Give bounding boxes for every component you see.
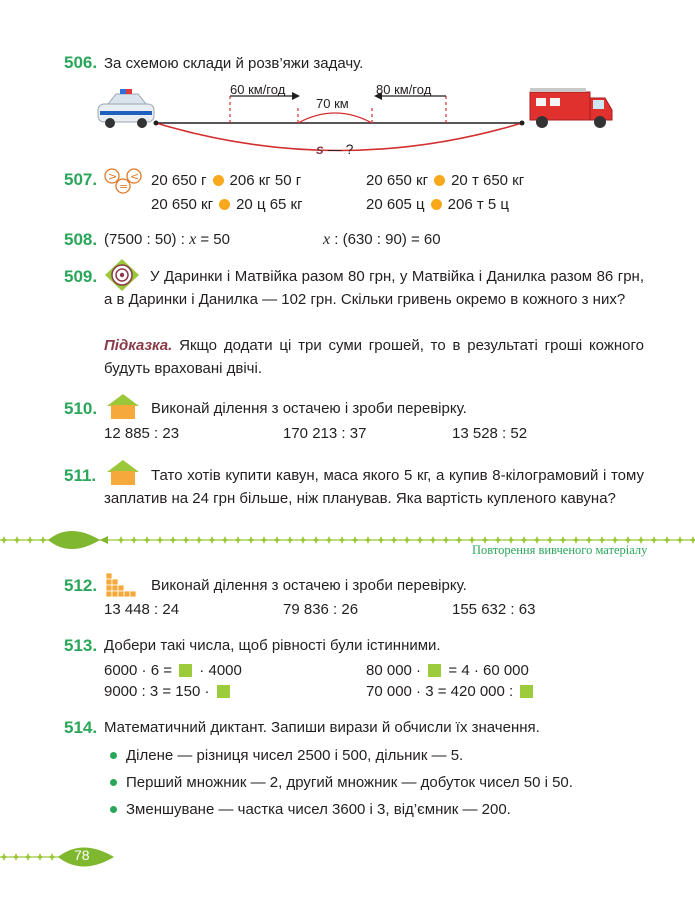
task-number-511: 511. [64,466,97,485]
svg-text:>: > [108,170,118,183]
compare-circle[interactable] [434,175,445,186]
compare-row-1a [151,170,301,192]
scheme-diagram [90,78,630,158]
star-decoration [403,536,411,544]
star-decoration [689,536,695,544]
svg-text:=: = [119,180,129,193]
hint-label: Підказка. [104,337,173,354]
missing-number-box[interactable] [217,685,230,698]
svg-text:<: < [130,170,140,183]
eq-variable: x [189,231,197,248]
star-decoration [273,536,281,544]
star-decoration [13,536,21,544]
star-decoration [663,536,671,544]
division-example-2: 79 836 : 26 [283,601,359,618]
list-item: Перший множник — 2, другий множник — добуток чисел 50 і 50. [126,774,573,791]
star-decoration [48,853,56,861]
compare-circle[interactable] [219,199,230,210]
star-decoration [39,536,47,544]
compare-left: 20 650 кг [366,172,429,189]
star-decoration [24,853,32,861]
equality-1b [366,660,529,682]
task-number-514: 514. [64,718,98,737]
star-decoration [429,536,437,544]
hint-text: Якщо додати ці три суми грошей, то в результаті гроші кожного будуть враховані двічі. [104,337,644,377]
star-decoration [130,536,138,544]
equality-2b [366,681,536,703]
speed-left-label: 60 км/год [230,82,286,97]
compare-circle[interactable] [213,175,224,186]
star-decoration [455,536,463,544]
missing-number-box[interactable] [179,664,192,677]
footer-decoration [0,838,130,878]
star-decoration [208,536,216,544]
eq-part: (7500 : 50) : [104,231,190,248]
star-decoration [299,536,307,544]
distance-between-label: 70 км [316,96,349,111]
star-decoration [195,536,203,544]
task-number-508: 508. [64,230,98,249]
star-decoration [351,536,359,544]
page-number: 78 [74,847,90,863]
eq-part: 9000 : 3 = 150 · [104,683,214,700]
compare-left: 20 650 кг [151,196,214,213]
star-decoration [12,853,20,861]
task-511-body: Тато хотів купити кавун, маса якого 5 кг, а купив 8-кілограмовий і тому заплатив на 24 грн більше, ніж планував. Яка вартість купленого кавуна? [104,467,644,507]
compare-left: 20 605 ц [366,196,425,213]
list-bullet [110,806,117,813]
star-decoration [260,536,268,544]
eq-part: 80 000 · [366,662,426,679]
compare-row-1b [366,170,524,192]
equality-2a [104,681,233,703]
equation-2 [323,229,441,251]
compare-right: 20 ц 65 кг [236,196,303,213]
star-decoration [286,536,294,544]
compare-right: 206 кг 50 г [229,172,302,189]
star-decoration [377,536,385,544]
division-example-3: 13 528 : 52 [452,425,528,442]
compare-signs-icon [104,168,142,194]
task-number-510: 510. [64,399,98,418]
star-decoration [312,536,320,544]
list-bullet [110,752,117,759]
star-decoration [221,536,229,544]
eq-part: 6000 · 6 = [104,662,177,679]
list-item: Ділене — різниця чисел 2500 і 500, дільник — 5. [126,747,464,764]
eq-part: 70 000 · 3 = 420 000 : [366,683,518,700]
s-letter: s [316,141,324,157]
eq-variable: x [323,231,331,248]
division-example-3: 155 632 : 63 [452,601,536,618]
stairs-icon [106,573,140,597]
compare-left: 20 650 г [151,172,207,189]
task-506-text: За схемою склади й розв’яжи задачу. [104,55,364,72]
star-decoration [442,536,450,544]
star-decoration [325,536,333,544]
task-513-text: Добери такі числа, щоб рівності були істинними. [104,637,441,654]
s-question: — ? [327,141,354,157]
compare-row-2a [151,194,303,216]
task-510-text: Виконай ділення з остачею і зроби перевірку. [151,400,467,417]
missing-number-box[interactable] [428,664,441,677]
list-bullet [110,779,117,786]
eq-part: · 4000 [195,662,242,679]
house-icon [105,392,141,420]
task-509-body: У Даринки і Матвійка разом 80 грн, у Матвійка і Данилка разом 86 грн, а в Даринки і Данилка — 102 грн. Скільки гривень окремо в кожного з них? [104,268,644,308]
star-decoration [364,536,372,544]
fire-truck-icon [530,88,612,128]
star-decoration [650,536,658,544]
division-example-2: 170 213 : 37 [283,425,367,442]
task-512-text: Виконай ділення з остачею і зроби перевірку. [151,577,467,594]
missing-number-box[interactable] [520,685,533,698]
task-number-512: 512. [64,576,98,595]
task-number-513: 513. [64,636,98,655]
star-decoration [182,536,190,544]
section-title: Повторення вивченого матеріалу [472,543,648,557]
division-example-1: 13 448 : 24 [104,601,180,618]
star-decoration [156,536,164,544]
eq-part: = 50 [196,231,230,248]
task-509-hint [104,335,644,380]
star-decoration [416,536,424,544]
star-decoration [117,536,125,544]
star-decoration [169,536,177,544]
task-514-text: Математичний диктант. Запиши вирази й обчисли їх значення. [104,719,540,736]
compare-right: 20 т 650 кг [451,172,525,189]
compare-circle[interactable] [431,199,442,210]
star-decoration [338,536,346,544]
star-decoration [234,536,242,544]
task-number-507: 507. [64,170,98,189]
star-decoration [676,536,684,544]
list-item: Зменшуване — частка чисел 3600 і 3, від’ємник — 200. [126,801,511,818]
star-decoration [143,536,151,544]
star-decoration [0,853,8,861]
star-decoration [36,853,44,861]
compare-row-2b [366,194,509,216]
star-decoration [0,536,8,544]
compare-right: 206 т 5 ц [447,196,509,213]
task-number-506: 506. [64,53,98,72]
task-509-text [104,266,644,311]
division-example-1: 12 885 : 23 [104,425,180,442]
eq-part: = 4 · 60 000 [444,662,529,679]
speed-right-label: 80 км/год [376,82,432,97]
police-car-icon [98,89,154,128]
equality-1a [104,660,242,682]
s-label [316,138,353,160]
eq-part: : (630 : 90) = 60 [330,231,441,248]
task-number-509: 509. [64,267,98,286]
star-decoration [247,536,255,544]
equation-1 [104,229,230,251]
star-decoration [390,536,398,544]
task-511-text [104,465,644,510]
star-decoration [26,536,34,544]
